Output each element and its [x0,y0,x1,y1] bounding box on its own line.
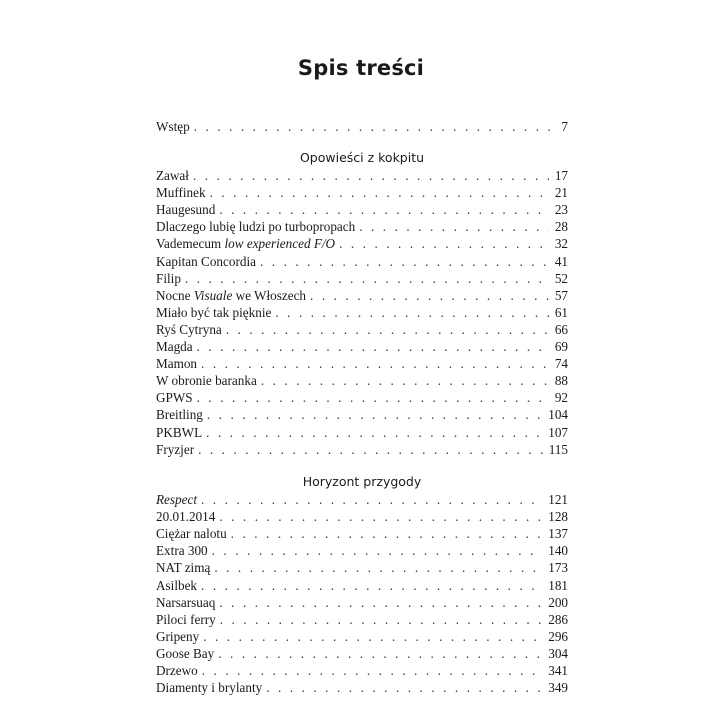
toc-entry-title: Piloci ferry [156,611,216,627]
dot-leader [201,491,542,508]
dot-leader [201,355,549,372]
toc-entry [156,270,568,287]
toc-entry-page: 69 [554,339,568,354]
toc-entry-page: 140 [548,543,568,559]
toc-entry [156,611,568,628]
section-heading: Opowieści z kokpitu [299,150,425,165]
toc-entry [156,441,568,458]
dot-leader [197,389,549,406]
toc-entry [156,628,568,645]
toc-entry-title: Nocne Visuale we Włoszech [156,287,307,303]
toc-entry-title: W obronie baranka [156,373,257,389]
toc-entry-title: Gripeny [156,628,200,644]
toc-entry [156,253,568,270]
toc-entry [156,645,568,662]
toc-entry-title: Zawał [156,168,189,183]
toc-entry-page: 286 [548,611,568,627]
toc-entry-title: Breitling [156,407,203,423]
toc-entry-page: 200 [548,594,568,610]
toc-entry [156,525,568,542]
dot-leader [226,321,549,338]
toc-entry [156,662,568,679]
toc-entry-title: Drzewo [156,663,198,678]
dot-leader [207,406,542,423]
toc-entry-page: 23 [554,202,568,218]
toc-entry-title: GPWS [156,390,193,406]
toc-entry-intro [156,118,568,135]
toc-entry-page: 74 [554,356,568,372]
dot-leader [185,270,549,287]
dot-leader [219,201,548,218]
toc-entry-title: Asilbek [156,577,198,593]
toc-entry [156,338,568,355]
toc-entry [156,406,568,423]
dot-leader [202,662,542,679]
dot-leader [219,594,542,611]
toc-entry-title: Diamenty i brylanty [156,680,263,696]
toc-entry-title: Dlaczego lubię ludzi po turbopropach [156,219,356,235]
toc-entry-title: Fryzjer [156,441,195,457]
toc-entry-page: 32 [554,236,568,252]
dot-leader [266,679,542,696]
toc-entry-title: NAT zimą [156,560,211,576]
toc-entry-page: 349 [548,680,568,696]
dot-leader [194,118,556,135]
toc-entry-title: Miało być tak pięknie [156,304,272,320]
toc-entry [156,424,568,441]
toc-entry-page: 52 [554,270,568,286]
toc-entry [156,491,568,508]
dot-leader [198,441,543,458]
toc-entry-title: Kapitan Concordia [156,253,256,269]
dot-leader [210,184,549,201]
dot-leader [261,372,549,389]
toc-entry [156,167,568,184]
toc-entry-title: 20.01.2014 [156,509,216,525]
toc-entry [156,577,568,594]
toc-entry-page: 104 [548,407,568,423]
dot-leader [206,424,542,441]
toc-entry-title: Magda [156,339,193,354]
toc-entry-page: 304 [548,645,568,661]
toc-entry [156,508,568,525]
toc-entry-title: Respect [156,492,198,507]
toc-entry-page: 21 [554,185,568,201]
dot-leader [260,253,549,270]
toc-entry [156,321,568,338]
toc-entry [156,389,568,406]
dot-leader [359,218,549,235]
toc-entry-page: 41 [554,253,568,269]
toc-entry-page: 341 [548,663,568,678]
toc-entry-title: Goose Bay [156,645,215,661]
toc-entry-title: Vademecum low experienced F/O [156,236,336,252]
toc-entry-page: 61 [554,304,568,320]
toc-entry-page: 181 [548,577,568,593]
toc-entry [156,594,568,611]
toc-entry-page: 107 [548,424,568,440]
toc-entry [156,218,568,235]
toc-entry-page: 57 [554,287,568,303]
toc-entry-page: 296 [548,628,568,644]
dot-leader [218,645,542,662]
toc-entry [156,542,568,559]
dot-leader [339,235,549,252]
dot-leader [231,525,543,542]
toc-entry-page: 66 [554,321,568,337]
page-title: Spis treści [297,56,425,80]
toc-entry-page: 7 [561,119,568,134]
dot-leader [310,287,549,304]
toc-entry-page: 173 [548,560,568,576]
toc-entry [156,235,568,252]
toc-entry-page: 88 [554,373,568,389]
dot-leader [275,304,548,321]
dot-leader [193,167,549,184]
toc-entry-title: Extra 300 [156,543,208,559]
toc-entry-page: 121 [548,492,568,507]
toc-entry-page: 17 [554,168,568,183]
section-heading: Horyzont przygody [302,474,422,489]
toc-entry-title: Narsarsuaq [156,594,216,610]
toc-entry-title: Haugesund [156,202,216,218]
toc-entry [156,304,568,321]
toc-entry-title: Ryś Cytryna [156,321,222,337]
toc-entry-title: Filip [156,270,181,286]
toc-entry [156,201,568,218]
dot-leader [220,611,543,628]
toc-entry [156,372,568,389]
toc-entry-title: Mamon [156,356,198,372]
toc-entry [156,355,568,372]
toc-entry-page: 128 [548,509,568,525]
toc-entry-title: Wstęp [156,119,190,134]
toc-entry [156,184,568,201]
toc-entry-title: Ciężar nalotu [156,526,227,542]
dot-leader [197,338,549,355]
dot-leader [203,628,542,645]
toc-entry-title: Muffinek [156,185,206,201]
dot-leader [214,559,542,576]
dot-leader [219,508,542,525]
toc-entry [156,679,568,696]
toc-entry-page: 137 [548,526,568,542]
toc-entry-title: PKBWL [156,424,203,440]
toc-entry [156,559,568,576]
toc-entry-page: 92 [554,390,568,406]
dot-leader [212,542,543,559]
toc-entry-page: 115 [548,441,568,457]
toc-entry-page: 28 [554,219,568,235]
dot-leader [201,577,542,594]
toc-entry [156,287,568,304]
